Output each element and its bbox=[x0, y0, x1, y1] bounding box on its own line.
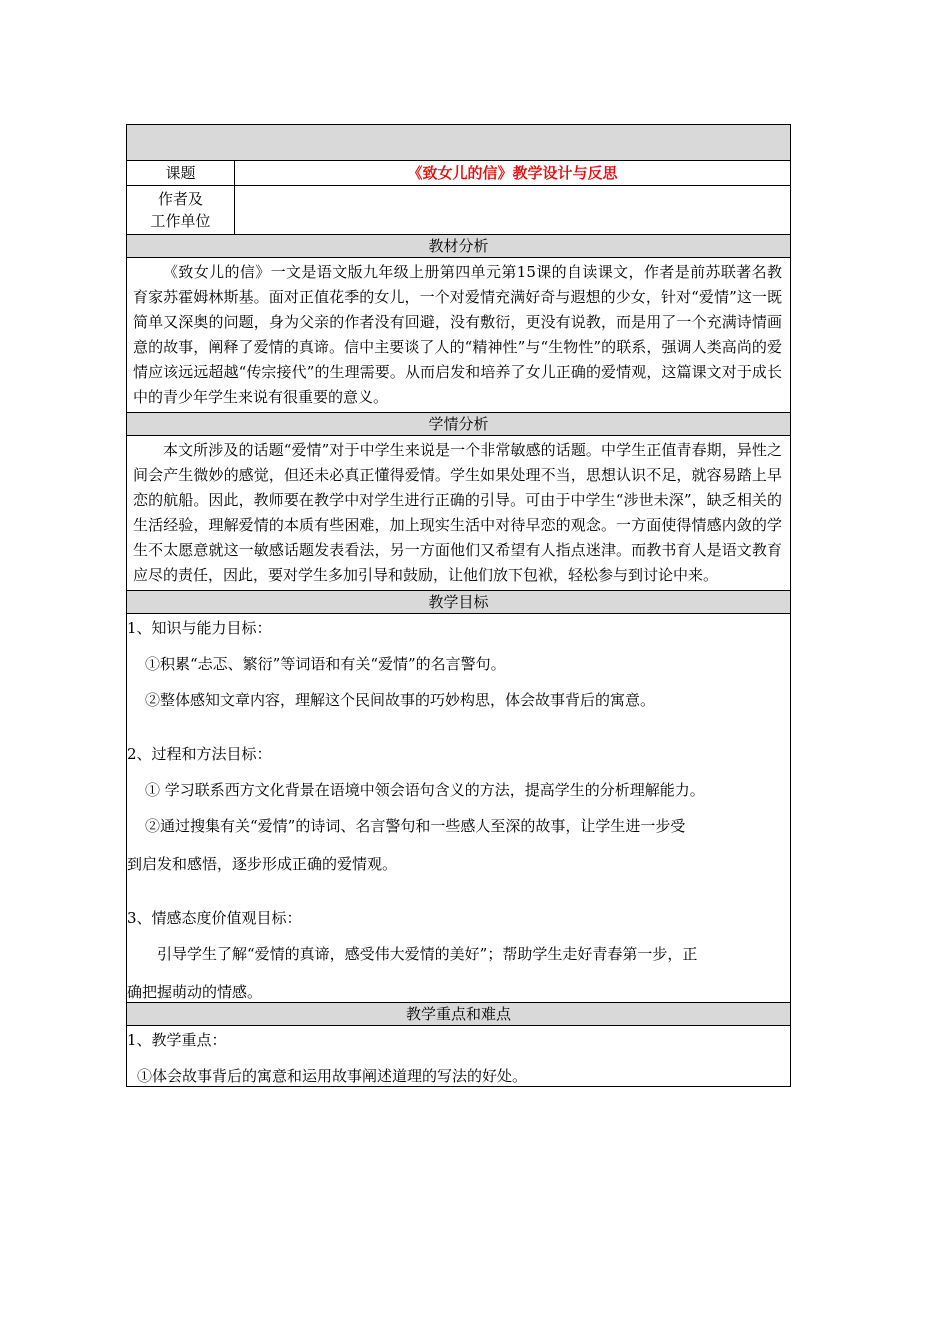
goal1-item1: ①积累“忐忑、繁衍”等词语和有关“爱情”的名言警句。 bbox=[145, 655, 506, 673]
topic-label: 课题 bbox=[127, 161, 235, 186]
textbook-analysis-heading: 教材分析 bbox=[127, 235, 791, 258]
goal3-text: 引导学生了解“爱情的真谛，感受伟大爱情的美好”；帮助学生走好青春第一步，正 bbox=[157, 945, 698, 963]
lesson-plan-table bbox=[126, 124, 791, 1087]
teaching-goals-heading: 教学目标 bbox=[127, 591, 791, 614]
key-points-title: 1、教学重点： bbox=[127, 1031, 227, 1049]
goal2-item2: ②通过搜集有关“爱情”的诗词、名言警句和一些感人至深的故事，让学生进一步受 bbox=[145, 817, 686, 835]
student-analysis-text: 本文所涉及的话题“爱情”对于中学生来说是一个非常敏感的话题。中学生正值青春期，异性之间会产生微妙的感觉，但还未必真正懂得爱情。学生如果处理不当，思想认识不足，就容易踏上早恋的航船。因此，教师要在教学中对学生进行正确的引导。可由于中学生“涉世未深”，缺乏相关的生活经验，理解爱情的本质有些困难，加上现实生活中对待早恋的观念。一方面使得情感内敛的学生不太愿意就这一敏感话题发表看法，另一方面他们又希望有人指点迷津。而教书育人是语文教育应尽的责任，因此，要对学生多加引导和鼓励，让他们放下包袱，轻松参与到讨论中来。 bbox=[133, 441, 782, 584]
textbook-analysis-cell bbox=[127, 258, 791, 413]
student-analysis-cell bbox=[127, 436, 791, 591]
key-points-item1: ①体会故事背后的寓意和运用故事阐述道理的写法的好处。 bbox=[137, 1067, 528, 1085]
goal2-item1: ① 学习联系西方文化背景在语境中领会语句含义的方法，提高学生的分析理解能力。 bbox=[145, 781, 705, 799]
goal1-title: 1、知识与能力目标： bbox=[127, 619, 272, 637]
teaching-goals-cell bbox=[127, 614, 791, 1003]
top-header-bar bbox=[127, 125, 791, 161]
author-label bbox=[127, 186, 235, 235]
goal3-text-cont: 确把握萌动的情感。 bbox=[127, 983, 263, 1001]
goal2-title: 2、过程和方法目标： bbox=[127, 745, 272, 763]
student-analysis-heading: 学情分析 bbox=[127, 413, 791, 436]
goal2-item2-cont: 到启发和感悟，逐步形成正确的爱情观。 bbox=[127, 855, 398, 873]
author-value bbox=[235, 186, 791, 235]
author-label-line1: 作者及 bbox=[157, 190, 203, 208]
author-label-line2: 工作单位 bbox=[150, 212, 211, 230]
goal3-title: 3、情感态度价值观目标： bbox=[127, 909, 302, 927]
goal1-item2: ②整体感知文章内容，理解这个民间故事的巧妙构思，体会故事背后的寓意。 bbox=[145, 691, 656, 709]
key-points-cell bbox=[127, 1026, 791, 1087]
textbook-analysis-text: 《致女儿的信》一文是语文版九年级上册第四单元第15课的自读课文，作者是前苏联著名教育家苏霍姆林斯基。面对正值花季的女儿，一个对爱情充满好奇与遐想的少女，针对“爱情”这一既简单又深奥的问题，身为父亲的作者没有回避，没有敷衍，更没有说教，而是用了一个充满诗情画意的故事，阐释了爱情的真谛。信中主要谈了人的“精神性”与“生物性”的联系，强调人类高尚的爱情应该远远超越“传宗接代”的生理需要。从而启发和培养了女儿正确的爱情观，这篇课文对于成长中的青少年学生来说有很重要的意义。 bbox=[133, 263, 782, 406]
key-points-heading: 教学重点和难点 bbox=[127, 1003, 791, 1026]
document-title: 《致女儿的信》教学设计与反思 bbox=[235, 161, 791, 186]
